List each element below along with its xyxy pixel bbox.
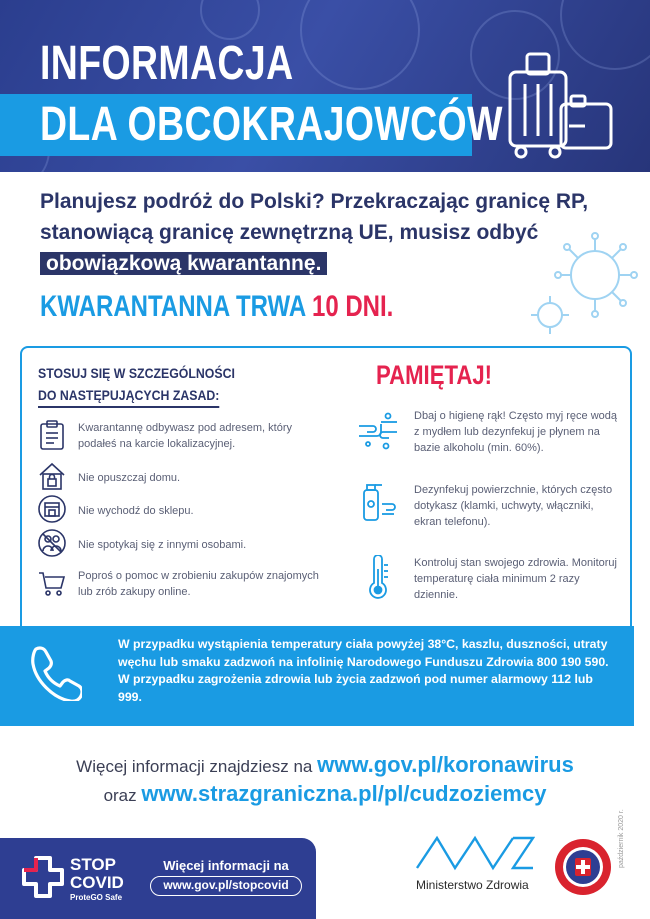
luggage-icon <box>505 52 615 162</box>
rules-heading-line2: DO NASTĘPUJĄCYCH ZASAD: <box>38 384 219 408</box>
virus-decoration <box>200 0 260 40</box>
disinfect-icon <box>356 482 400 526</box>
hand-wash-icon <box>356 408 400 452</box>
virus-decoration <box>300 0 420 90</box>
rule-item <box>38 568 338 602</box>
rules-heading <box>38 362 235 408</box>
intro-highlight: obowiązkową kwarantannę. <box>40 252 327 275</box>
rule-item <box>38 420 338 454</box>
remember-heading: PAMIĘTAJ! <box>376 360 493 390</box>
more-info-prefix: oraz <box>103 786 137 805</box>
stopcovid-link[interactable]: www.gov.pl/stopcovid <box>150 876 302 896</box>
house-lock-icon <box>38 461 66 491</box>
rule-text: Nie spotykaj się z innymi osobami. <box>78 539 247 551</box>
rule-item <box>38 461 338 495</box>
shopping-cart-icon <box>38 568 66 598</box>
emergency-text: W przypadku wystąpienia temperatury ciała powyżej 38°C, kaszlu, duszności, utraty węchu lub smaku zadzwoń na infolinię Narodowego Funduszu Zdrowia 800 190 590. W przypadku zagrożenia zdrowia lub życia zadzwoń pod numer alarmowy 112 lub 999. <box>118 637 609 704</box>
covid-word: COVID <box>70 873 124 892</box>
rule-text: Nie wychodź do sklepu. <box>78 505 194 517</box>
rule-text: Poproś o pomoc w zrobieniu zakupów znajomych lub zrób zakupy online. <box>78 570 319 598</box>
protego-label: ProteGO Safe <box>70 893 123 902</box>
rule-text: Nie opuszczaj domu. <box>78 472 181 484</box>
header-banner <box>0 0 650 172</box>
title-line-1: INFORMACJA <box>40 37 294 90</box>
more-info-prefix: Więcej informacji znajdziesz na <box>76 757 313 776</box>
rule-item <box>38 528 338 562</box>
rule-text: Kwarantannę odbywasz pod adresem, który podałeś na karcie lokalizacyjnej. <box>78 422 293 450</box>
sanitary-inspection-seal <box>554 838 612 896</box>
stop-word: STOP <box>70 855 116 874</box>
virus-outline-icon <box>520 230 640 340</box>
publication-date: październik 2020 r. <box>618 809 625 868</box>
tip-text: Dbaj o higienę rąk! Często myj ręce wodą z mydłem lub dezynfekuj je płynem na bazie alkoholu (min. 60%). <box>414 410 617 454</box>
ministry-of-health-logo <box>415 832 535 872</box>
stopcovid-more-label: Więcej informacji na <box>163 858 289 873</box>
intro-body: Planujesz podróż do Polski? Przekraczając granicę RP, stanowiącą granicę zewnętrzną UE, musisz odbyć <box>40 190 589 244</box>
rule-item <box>38 494 338 528</box>
duration-value: 10 DNI. <box>311 290 394 323</box>
more-info-line1 <box>0 752 650 778</box>
store-icon <box>38 494 66 524</box>
stop-covid-cross-logo <box>20 854 66 900</box>
clipboard-icon <box>38 420 66 450</box>
duration-label: KWARANTANNA TRWA <box>40 290 306 323</box>
thermometer-icon <box>356 555 400 599</box>
strazgraniczna-link[interactable]: www.strazgraniczna.pl/pl/cudzoziemcy <box>141 781 547 806</box>
no-meeting-icon <box>38 528 66 558</box>
title-line-2: DLA OBCOKRAJOWCÓW <box>40 98 503 151</box>
koronawirus-link[interactable]: www.gov.pl/koronawirus <box>317 752 574 777</box>
more-info-line2 <box>0 781 650 807</box>
tip-text: Dezynfekuj powierzchnie, których często dotykasz (klamki, uchwyty, włączniki, ekran telefonu). <box>414 484 613 528</box>
phone-icon <box>24 643 82 701</box>
rules-heading-line1: STOSUJ SIĘ W SZCZEGÓLNOŚCI <box>38 365 235 381</box>
quarantine-duration <box>40 292 393 322</box>
ministry-label: Ministerstwo Zdrowia <box>416 878 529 892</box>
tip-text: Kontroluj stan swojego zdrowia. Monitoruj temperaturę ciała minimum 2 razy dziennie. <box>414 557 617 601</box>
